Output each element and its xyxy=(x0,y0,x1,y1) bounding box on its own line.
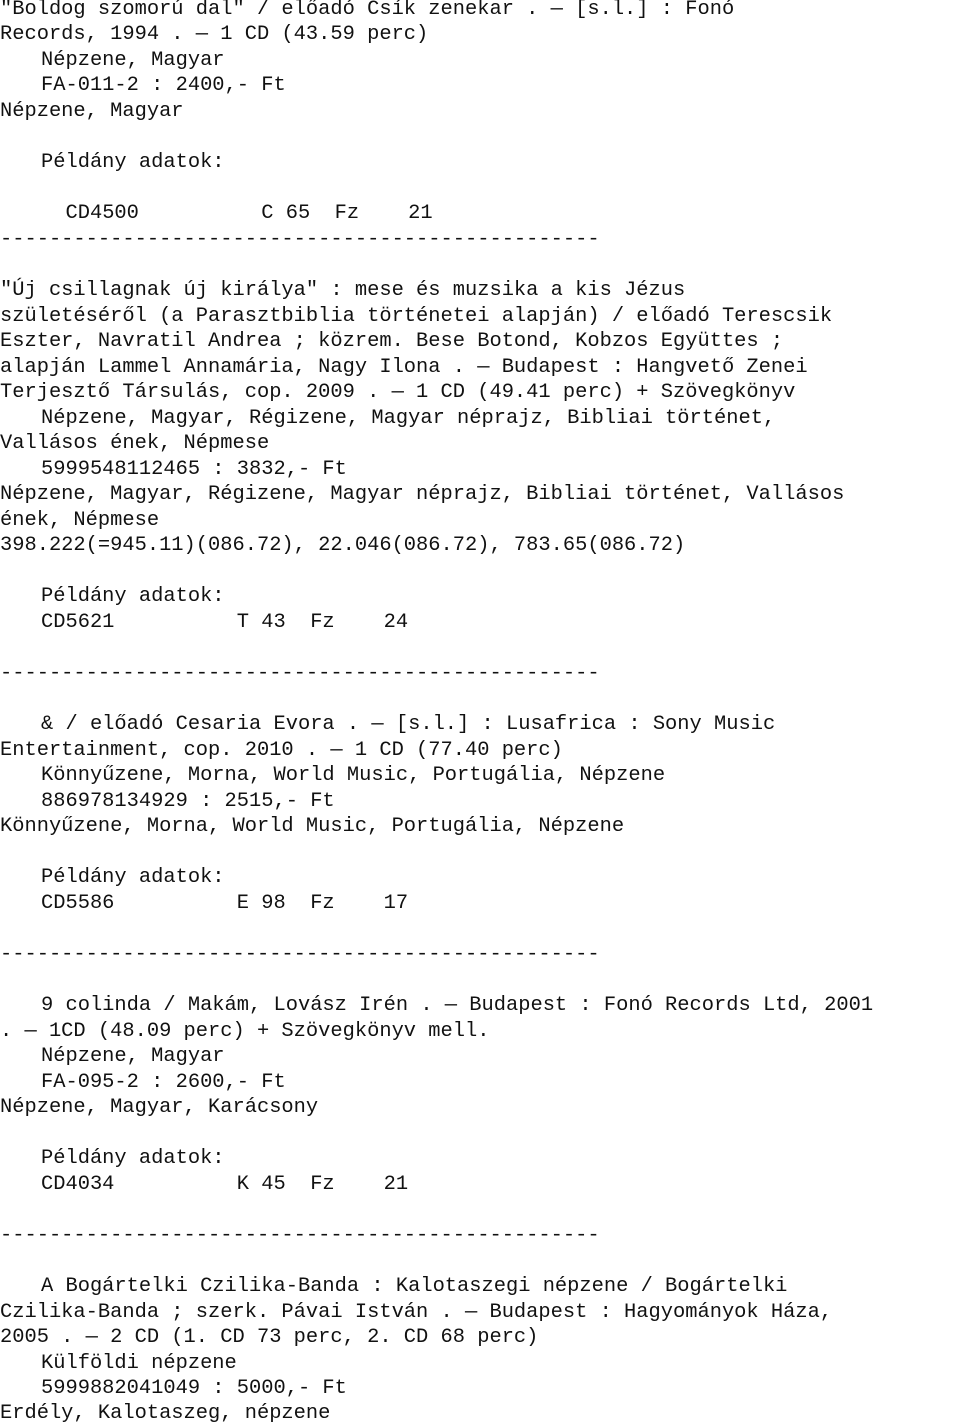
record-4-title-line-2: . — 1CD (48.09 perc) + Szövegkönyv mell. xyxy=(0,1020,490,1043)
record-2-subjects-1: Népzene, Magyar, Régizene, Magyar néprajz, Bibliai történet, Vallásos xyxy=(0,483,845,506)
record-1-title-line-2: Records, 1994 . — 1 CD (43.59 perc) xyxy=(0,23,429,46)
record-1-title-line-1: "Boldog szomorú dal" / előadó Csík zenekar . — [s.l.] : Fonó xyxy=(0,0,735,21)
record-5-subjects-indented: Külföldi népzene xyxy=(41,1352,237,1375)
record-5-title-line-1: A Bogártelki Czilika-Banda : Kalotaszegi népzene / Bogártelki xyxy=(41,1275,788,1298)
record-2-title-line-2: születéséről (a Parasztbiblia történetei alapján) / előadó Terescsik xyxy=(0,305,833,328)
record-4-price: FA-095-2 : 2600,- Ft xyxy=(41,1071,286,1094)
record-4-subjects-indented: Népzene, Magyar xyxy=(41,1045,225,1068)
record-1-price: FA-011-2 : 2400,- Ft xyxy=(41,74,286,97)
record-2-title-line-5: Terjesztő Társulás, cop. 2009 . — 1 CD (49.41 perc) + Szövegkönyv xyxy=(0,381,796,404)
record-2-classification: 398.222(=945.11)(086.72), 22.046(086.72), 783.65(086.72) xyxy=(0,534,686,557)
record-3-subjects: Könnyűzene, Morna, World Music, Portugália, Népzene xyxy=(0,815,625,838)
separator-1: ------------------------------------------------- xyxy=(0,228,600,251)
record-5-subjects: Erdély, Kalotaszeg, népzene xyxy=(0,1402,331,1425)
record-4-copy-header: Példány adatok: xyxy=(41,1147,225,1170)
record-1-copy-header: Példány adatok: xyxy=(41,151,225,174)
record-2-subjects-indented-1: Népzene, Magyar, Régizene, Magyar néprajz, Bibliai történet, xyxy=(41,407,776,430)
record-3-price: 886978134929 : 2515,- Ft xyxy=(41,790,335,813)
separator-3: ------------------------------------------------- xyxy=(0,943,600,966)
record-5-price: 5999882041049 : 5000,- Ft xyxy=(41,1377,347,1400)
record-4-title-line-1: 9 colinda / Makám, Lovász Irén . — Budapest : Fonó Records Ltd, 2001 xyxy=(41,994,874,1017)
separator-4: ------------------------------------------------- xyxy=(0,1224,600,1247)
record-2-copy-header: Példány adatok: xyxy=(41,585,225,608)
record-2-subjects-2: ének, Népmese xyxy=(0,509,160,532)
record-2-price: 5999548112465 : 3832,- Ft xyxy=(41,458,347,481)
record-2-title-line-4: alapján Lammel Annamária, Nagy Ilona . — Budapest : Hangvető Zenei xyxy=(0,356,808,379)
record-2-copy-row: CD5621 T 43 Fz 24 xyxy=(41,611,409,634)
separator-2: ------------------------------------------------- xyxy=(0,662,600,685)
record-3-title-line-1: & / előadó Cesaria Evora . — [s.l.] : Lusafrica : Sony Music xyxy=(41,713,776,736)
record-2-subjects-indented-2: Vallásos ének, Népmese xyxy=(0,432,270,455)
record-3-title-line-2: Entertainment, cop. 2010 . — 1 CD (77.40 perc) xyxy=(0,739,563,762)
record-1-subjects-indented: Népzene, Magyar xyxy=(41,49,225,72)
record-3-copy-row: CD5586 E 98 Fz 17 xyxy=(41,892,409,915)
record-4-copy-row: CD4034 K 45 Fz 21 xyxy=(41,1173,409,1196)
record-3-copy-header: Példány adatok: xyxy=(41,866,225,889)
record-5-title-line-3: 2005 . — 2 CD (1. CD 73 perc, 2. CD 68 perc) xyxy=(0,1326,539,1349)
record-1-subjects: Népzene, Magyar xyxy=(0,100,184,123)
record-2-title-line-1: "Új csillagnak új királya" : mese és muzsika a kis Jézus xyxy=(0,279,686,302)
record-1-copy-row-text: CD4500 C 65 Fz 21 xyxy=(65,202,433,225)
record-1-copy-row xyxy=(41,175,561,225)
record-5-title-line-2: Czilika-Banda ; szerk. Pávai István . — Budapest : Hagyományok Háza, xyxy=(0,1301,833,1324)
record-2-title-line-3: Eszter, Navratil Andrea ; közrem. Bese Botond, Kobzos Együttes ; xyxy=(0,330,784,353)
record-4-subjects: Népzene, Magyar, Karácsony xyxy=(0,1096,319,1119)
record-3-subjects-indented: Könnyűzene, Morna, World Music, Portugália, Népzene xyxy=(41,764,666,787)
